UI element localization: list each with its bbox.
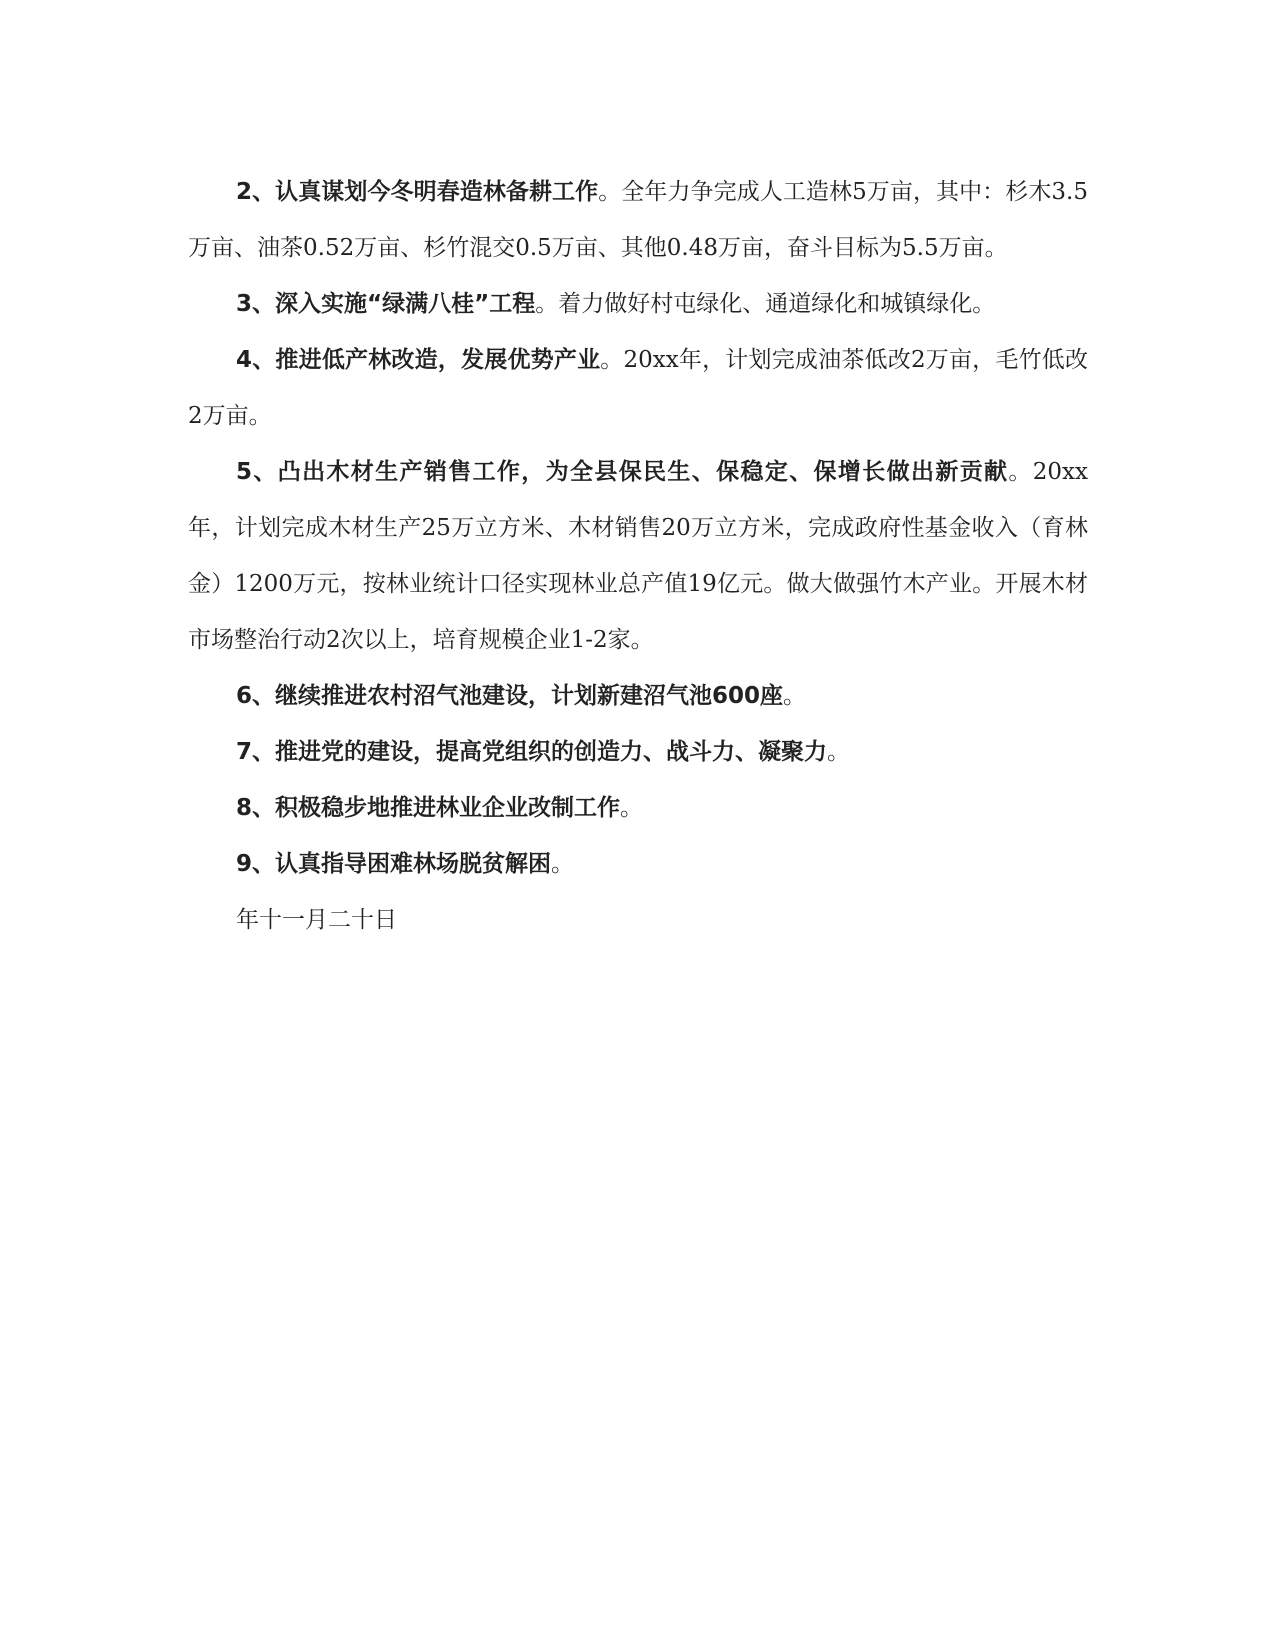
paragraph-item-2: [188, 164, 1088, 276]
paragraph-text: 。: [783, 683, 807, 709]
paragraph-heading: 8、积极稳步地推进林业企业改制工作: [236, 795, 621, 821]
paragraph-heading: 3、深入实施“绿满八桂”工程: [236, 291, 536, 317]
paragraph-text: 。20xx年，计划完成木材生产25万立方米、木材销售20万立方米，完成政府性基金收入（育林金）1200万元，按林业统计口径实现林业总产值19亿元。做大做强竹木产业。开展木材市场整治行动2次以上，培育规模企业1-2家。: [188, 459, 1088, 653]
document-date: 年十一月二十日: [236, 907, 397, 933]
paragraph-heading: 9、认真指导困难林场脱贫解困: [236, 851, 552, 877]
paragraph-item-7: [188, 724, 1088, 780]
document-body: [188, 164, 1088, 948]
paragraph-text: 。着力做好村屯绿化、通道绿化和城镇绿化。: [535, 291, 996, 317]
paragraph-item-9: [188, 836, 1088, 892]
paragraph-text: 。全年力争完成人工造林5万亩，其中：杉木3.5万亩、油茶0.52万亩、杉竹混交0.5万亩、其他0.48万亩，奋斗目标为5.5万亩。: [188, 179, 1088, 261]
paragraph-text: 。: [827, 739, 851, 765]
paragraph-text: 。: [620, 795, 644, 821]
paragraph-text: 。: [551, 851, 575, 877]
paragraph-item-6: [188, 668, 1088, 724]
paragraph-item-4: [188, 332, 1088, 444]
paragraph-heading: 5、凸出木材生产销售工作，为全县保民生、保稳定、保增长做出新贡献: [236, 459, 1009, 485]
paragraph-heading: 7、推进党的建设，提高党组织的创造力、战斗力、凝聚力: [236, 739, 828, 765]
paragraph-heading: 4、推进低产林改造，发展优势产业: [236, 347, 601, 373]
paragraph-item-5: [188, 444, 1088, 668]
paragraph-item-3: [188, 276, 1088, 332]
paragraph-heading: 2、认真谋划今冬明春造林备耕工作: [236, 179, 599, 205]
paragraph-text: 。20xx年，计划完成油茶低改2万亩，毛竹低改2万亩。: [188, 347, 1088, 429]
paragraph-item-8: [188, 780, 1088, 836]
paragraph-heading: 6、继续推进农村沼气池建设，计划新建沼气池600座: [236, 683, 784, 709]
